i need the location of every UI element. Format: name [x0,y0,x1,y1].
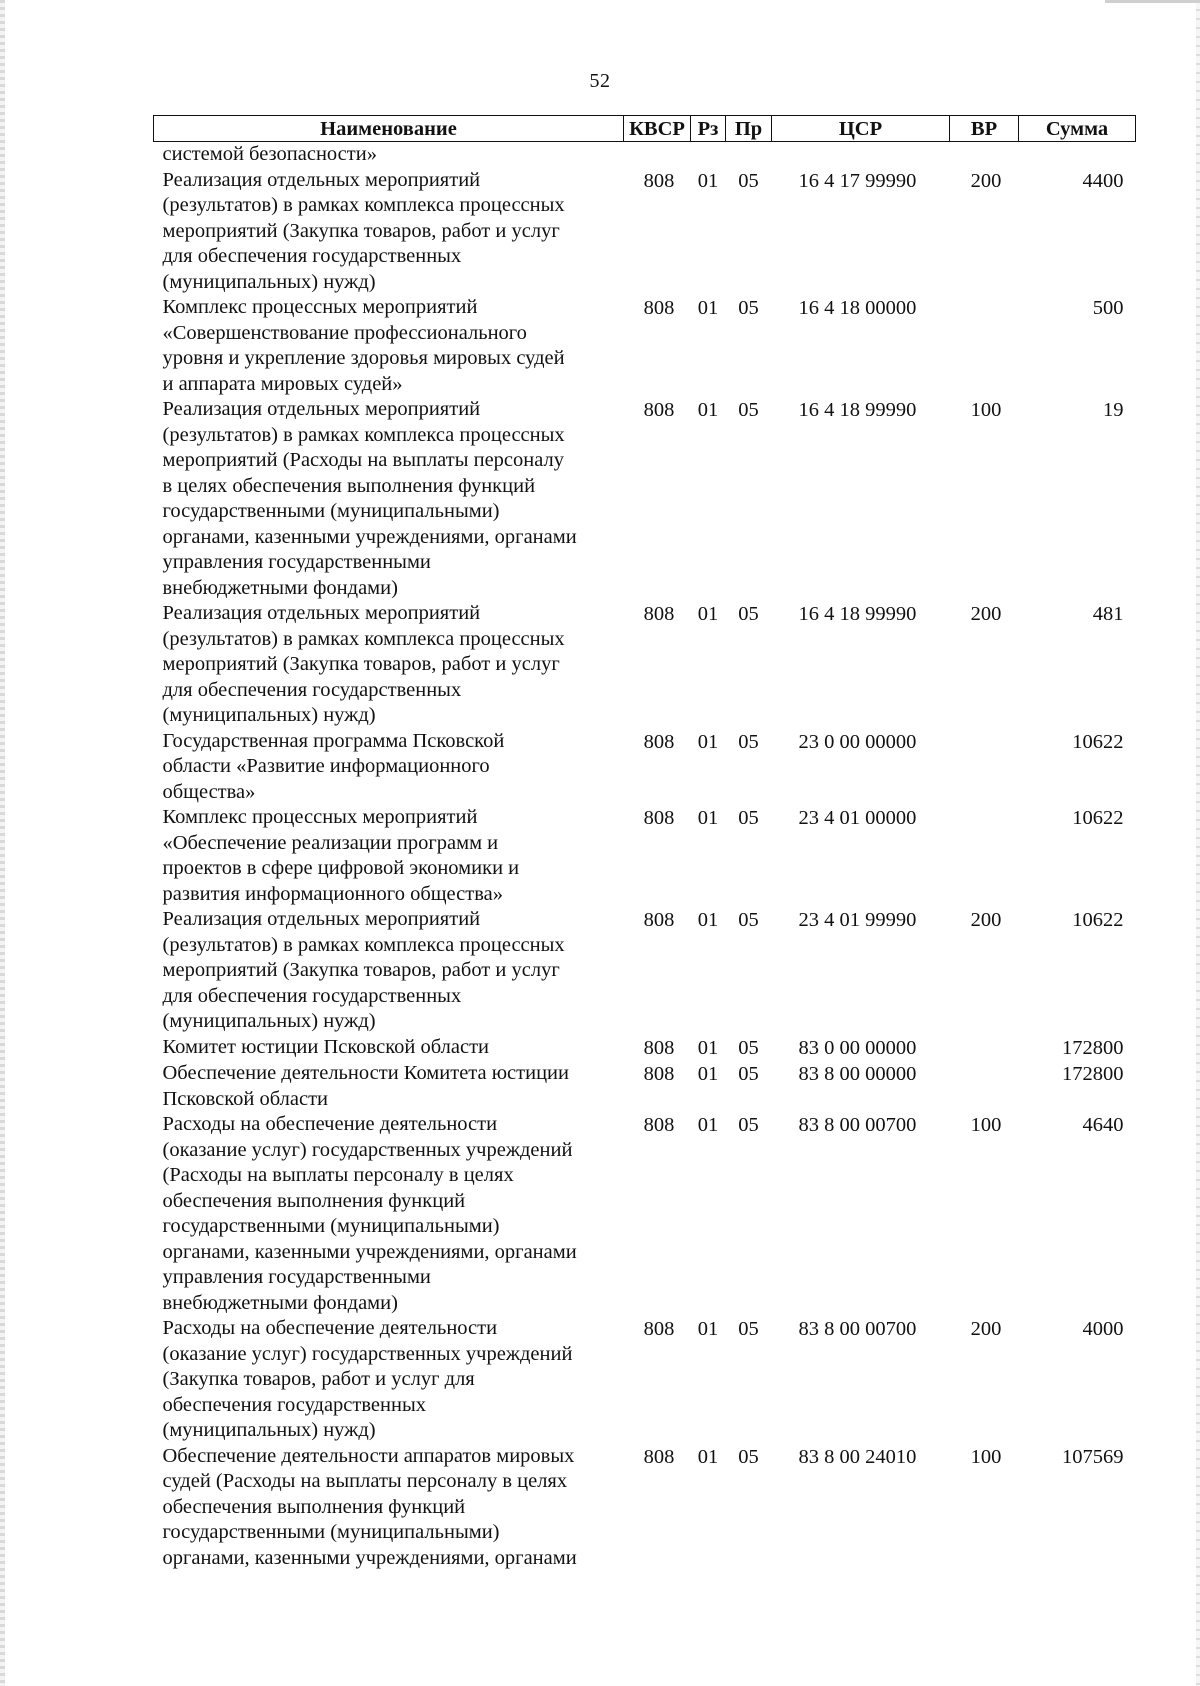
row-name-line: Государственная программа Псковской [162,729,505,752]
table-row [154,1316,1136,1444]
header-name: Наименование [154,116,624,142]
row-kvsr: 808 [643,909,675,931]
row-vr: 200 [970,909,1002,931]
row-name-line: Реализация отдельных мероприятий [162,398,481,420]
row-sum: 10622 [1072,730,1124,753]
row-name [154,1316,624,1444]
row-sum: 10622 [1072,909,1124,931]
row-name-line: Обеспечение деятельности аппаратов мировых [162,1444,575,1467]
continuation-row [154,142,1136,168]
row-csr: 83 0 00 00000 [798,1036,917,1059]
row-name-line: «Совершенствование профессионального [162,321,527,344]
row-name [154,907,624,1035]
row-vr [950,729,1019,806]
row-name [154,805,624,907]
row-name-line: «Обеспечение реализации программ и [162,831,499,854]
row-name-line: (оказание услуг) государственных учреждений [162,1138,573,1161]
row-vr: 200 [970,1318,1002,1340]
row-name-line: Реализация отдельных мероприятий [162,168,481,191]
row-csr: 16 4 17 99990 [798,169,917,192]
row-rz: 01 [697,1318,719,1340]
row-vr: 100 [970,1114,1002,1136]
row-name [154,729,624,806]
continuation-text: системой безопасности» [162,143,377,165]
row-name-line: для обеспечения государственных [162,984,462,1007]
row-name-line: (муниципальных) нужд) [162,1010,376,1032]
row-csr: 16 4 18 00000 [798,297,917,319]
row-kvsr: 808 [643,1063,675,1085]
row-name-line: управления государственными [162,551,431,573]
row-name [154,601,624,729]
row-name-line: (муниципальных) нужд) [162,270,376,293]
row-name-line: Реализация отдельных мероприятий [162,908,481,930]
row-vr: 100 [970,399,1002,421]
row-csr: 16 4 18 99990 [798,603,917,625]
row-vr [950,1061,1019,1112]
row-sum: 4000 [1082,1318,1124,1340]
row-csr: 83 8 00 24010 [798,1445,917,1468]
header-pr: Пр [726,116,772,142]
row-pr: 05 [738,807,759,829]
row-name-line: Комплекс процессных мероприятий [162,296,478,318]
row-name-line: (результатов) в рамках комплекса процессных [162,933,565,956]
row-name-line: Расходы на обеспечение деятельности [162,1113,498,1135]
row-csr: 83 8 00 00700 [798,1318,917,1340]
row-name-line: в целях обеспечения выполнения функций [162,474,536,497]
row-pr: 05 [738,169,759,192]
row-vr: 200 [970,603,1002,625]
row-name-line: (оказание услуг) государственных учреждений [162,1342,573,1365]
row-csr: 23 4 01 99990 [798,909,917,931]
row-name-line: общества» [162,780,256,803]
table-row [154,1061,1136,1112]
table-row [154,907,1136,1035]
row-name [154,1444,624,1572]
row-pr: 05 [738,1318,759,1340]
row-name-line: обеспечения государственных [162,1393,426,1416]
row-rz: 01 [697,730,719,753]
header-vr: ВР [950,116,1019,142]
table-row [154,805,1136,907]
row-name-line: мероприятий (Закупка товаров, работ и услуг [162,653,560,675]
row-pr: 05 [738,1114,759,1136]
page-number: 52 [589,70,611,92]
row-name-line: государственными (муниципальными) [162,1521,500,1543]
row-csr: 83 8 00 00000 [798,1063,917,1085]
table-row [154,168,1136,296]
row-name-line: мероприятий (Закупка товаров, работ и услуг [162,219,560,242]
row-name-line: (результатов) в рамках комплекса процессных [162,627,565,650]
row-name-line: органами, казенными учреждениями, органами [162,1546,577,1569]
header-rz: Рз [691,116,726,142]
row-name [154,168,624,296]
row-name [154,295,624,397]
table-row [154,295,1136,397]
row-name-line: Комитет юстиции Псковской области [162,1035,489,1058]
table-body [154,142,1136,1572]
row-name-line: (результатов) в рамках комплекса процессных [162,423,565,446]
row-pr: 05 [738,399,759,421]
row-csr: 23 0 00 00000 [798,730,917,753]
row-name-line: Расходы на обеспечение деятельности [162,1317,498,1339]
table-row [154,397,1136,601]
row-name-line: Комплекс процессных мероприятий [162,806,478,828]
row-name-line: Обеспечение деятельности Комитета юстиции [162,1062,569,1084]
row-sum: 107569 [1062,1445,1124,1468]
row-vr: 100 [970,1445,1002,1468]
row-pr: 05 [738,1063,759,1085]
row-name-line: (результатов) в рамках комплекса процессных [162,194,565,216]
row-rz: 01 [697,1445,719,1468]
row-pr: 05 [738,730,759,753]
row-name-line: мероприятий (Закупка товаров, работ и услуг [162,959,560,981]
row-kvsr: 808 [643,1114,675,1136]
row-name-line: судей (Расходы на выплаты персоналу в целях [162,1470,568,1492]
row-kvsr: 808 [643,169,675,192]
row-name-line: (муниципальных) нужд) [162,1419,376,1441]
scan-edge-top [1105,0,1200,3]
row-name-line: (Расходы на выплаты персоналу в целях [162,1164,514,1186]
row-kvsr: 808 [643,1445,675,1468]
row-rz: 01 [697,297,719,319]
row-vr [950,295,1019,397]
row-sum: 10622 [1072,807,1124,829]
row-pr: 05 [738,603,759,625]
header-csr: ЦСР [772,116,950,142]
scan-edge-right [1196,0,1200,1686]
table-row [154,729,1136,806]
row-rz: 01 [697,603,719,625]
table-row [154,1035,1136,1062]
row-pr: 05 [738,1445,759,1468]
row-sum: 481 [1092,603,1124,625]
row-kvsr: 808 [643,807,675,829]
row-sum: 172800 [1062,1036,1124,1059]
row-name-line: внебюджетными фондами) [162,576,398,599]
row-name [154,397,624,601]
row-rz: 01 [697,169,719,192]
row-sum: 500 [1092,297,1124,319]
budget-table [153,115,1136,1571]
row-name-line: Реализация отдельных мероприятий [162,602,481,624]
header-sum: Сумма [1019,116,1136,142]
table-header-row [154,116,1136,142]
row-pr: 05 [738,909,759,931]
table-row [154,601,1136,729]
row-csr: 23 4 01 00000 [798,807,917,829]
row-vr: 200 [970,169,1002,192]
row-vr [950,1035,1019,1062]
row-name [154,1035,624,1062]
row-name-line: государственными (муниципальными) [162,1215,500,1237]
row-name-line: органами, казенными учреждениями, органами [162,1240,577,1263]
row-pr: 05 [738,1036,759,1059]
row-name-line: проектов в сфере цифровой экономики и [162,857,520,879]
row-name-line: уровня и укрепление здоровья мировых судей [162,347,565,369]
row-name-line: (муниципальных) нужд) [162,704,376,726]
row-sum: 19 [1103,399,1124,421]
row-name-line: государственными (муниципальными) [162,500,500,522]
row-name-line: мероприятий (Расходы на выплаты персоналу [162,449,565,471]
row-rz: 01 [697,909,719,931]
row-name-line: обеспечения выполнения функций [162,1189,466,1212]
row-sum: 4400 [1082,169,1124,192]
row-kvsr: 808 [643,399,675,421]
row-name-line: Псковской области [162,1087,329,1110]
row-rz: 01 [697,399,719,421]
header-kvsr: КВСР [624,116,691,142]
row-name-line: развития информационного общества» [162,882,503,905]
row-csr: 16 4 18 99990 [798,399,917,421]
row-kvsr: 808 [643,1036,675,1059]
row-name [154,1061,624,1112]
row-name-line: для обеспечения государственных [162,678,462,701]
row-pr: 05 [738,297,759,319]
scan-edge-left [0,0,5,1686]
row-name-line: внебюджетными фондами) [162,1291,398,1314]
row-name-line: области «Развитие информационного [162,755,490,777]
row-rz: 01 [697,1114,719,1136]
row-name-line: управления государственными [162,1266,431,1288]
row-rz: 01 [697,1063,719,1085]
row-kvsr: 808 [643,730,675,753]
row-name-line: органами, казенными учреждениями, органами [162,525,577,548]
row-name-line: и аппарата мировых судей» [162,372,403,395]
row-sum: 172800 [1062,1063,1124,1085]
row-vr [950,805,1019,907]
row-rz: 01 [697,807,719,829]
row-name-line: обеспечения выполнения функций [162,1495,466,1518]
row-csr: 83 8 00 00700 [798,1114,917,1136]
row-name-line: (Закупка товаров, работ и услуг для [162,1368,475,1390]
table-row [154,1112,1136,1316]
row-name [154,1112,624,1316]
row-rz: 01 [697,1036,719,1059]
table-row [154,1444,1136,1572]
row-kvsr: 808 [643,297,675,319]
row-name-line: для обеспечения государственных [162,245,462,267]
row-sum: 4640 [1082,1114,1124,1136]
row-kvsr: 808 [643,1318,675,1340]
row-kvsr: 808 [643,603,675,625]
